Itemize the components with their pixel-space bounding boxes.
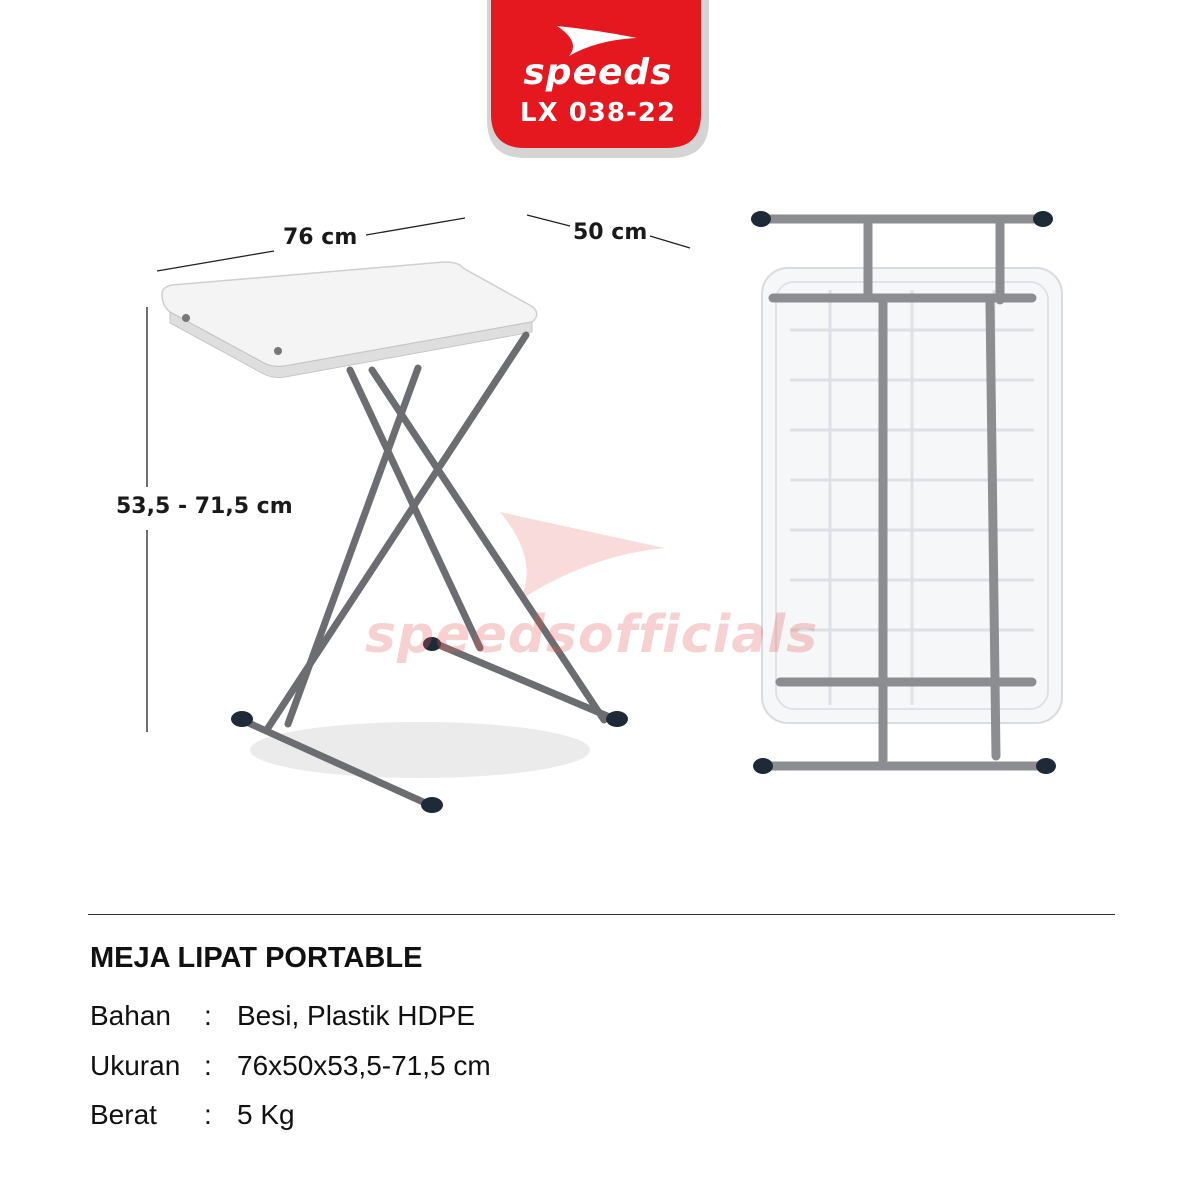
spec-separator: : [204, 1099, 212, 1130]
table-underside-icon [751, 211, 1062, 774]
spec-label: Berat [90, 1099, 157, 1130]
section-divider [88, 914, 1115, 915]
spec-value: 76x50x53,5-71,5 cm [237, 1050, 491, 1081]
width-dimension-label: 76 cm [283, 225, 358, 250]
spec-value: 5 Kg [237, 1099, 295, 1130]
spec-label: Bahan [90, 1000, 171, 1031]
badge-product-code: LX 038-22 [520, 98, 676, 128]
spec-value: Besi, Plastik HDPE [237, 1000, 476, 1031]
brand-badge [487, 0, 709, 158]
watermark-text: speedsofficials [365, 605, 819, 665]
product-title: MEJA LIPAT PORTABLE [90, 942, 423, 974]
height-dimension-label: 53,5 - 71,5 cm [116, 494, 293, 519]
spec-row-weight [90, 1099, 790, 1135]
spec-row-size [90, 1050, 790, 1086]
spec-separator: : [204, 1000, 212, 1031]
watermark-swoosh-icon [500, 512, 665, 600]
spec-row-material [90, 1000, 790, 1036]
depth-dimension-label: 50 cm [573, 220, 648, 245]
spec-separator: : [204, 1050, 212, 1081]
badge-brand-name: speeds [523, 52, 673, 93]
spec-label: Ukuran [90, 1050, 181, 1081]
